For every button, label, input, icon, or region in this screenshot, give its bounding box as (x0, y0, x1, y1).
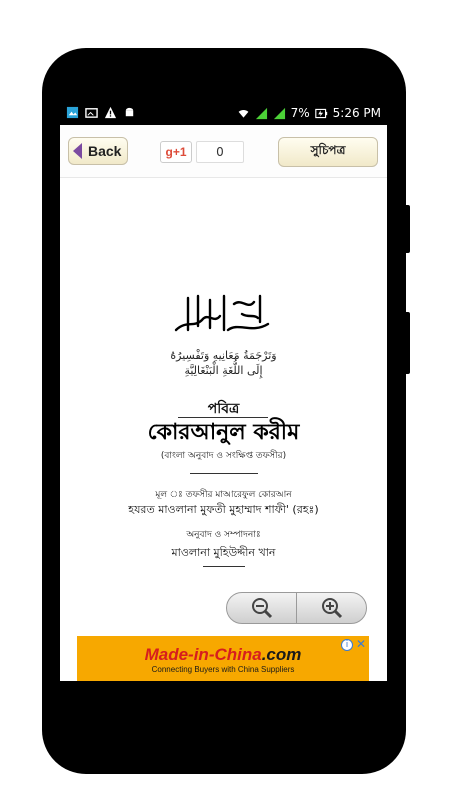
pobitro-label: পবিত্র (207, 401, 240, 417)
index-button[interactable]: সুচিপত্র (278, 137, 378, 167)
ad-close-icon[interactable]: ✕ (355, 637, 366, 651)
source-label: মূল ঃ তফসীর মাআরেফুল কোরআন (155, 490, 292, 500)
screen (60, 103, 387, 681)
wifi-icon (237, 107, 250, 120)
image-icon (66, 106, 79, 119)
arabic-line-2: إِلَى اللُّغَةِ الْبَنْغَالِيَّةِ (184, 364, 263, 377)
power-button (404, 312, 410, 374)
warning-icon (104, 106, 117, 119)
signal-icon (255, 107, 268, 120)
back-button-label: Back (88, 143, 122, 159)
ad-banner[interactable] (77, 636, 369, 681)
translator-name: মাওলানা মুহিউদ্দীন খান (171, 546, 276, 559)
author-name: হযরত মাওলানা মুফতী মুহাম্মাদ শাফী' (রহঃ) (128, 503, 319, 516)
back-arrow-icon (73, 143, 82, 159)
battery-percent: 7% (290, 106, 310, 120)
status-left-icons (66, 106, 136, 119)
translator-label: অনুবাদ ও সম্পাদনাঃ (186, 530, 261, 540)
book-title: কোরআনুল করীম (147, 419, 300, 445)
battery-charging-icon (315, 107, 328, 120)
zoom-controls (226, 592, 367, 624)
status-bar (60, 103, 387, 125)
arabic-line-1: وَتَرْجَمَةُ مَعَانِيهِ وَتَفْسِيرُهُ (170, 349, 277, 362)
ad-info-icon[interactable]: i (341, 639, 353, 651)
zoom-in-button[interactable] (297, 593, 366, 623)
photo-icon (85, 106, 98, 119)
zoom-out-icon (251, 597, 273, 619)
signal-2-icon (273, 107, 286, 120)
arabic-subtitle (60, 348, 387, 378)
footer-divider (203, 566, 245, 567)
title-divider-bottom (190, 473, 258, 474)
back-button[interactable] (68, 137, 128, 165)
zoom-out-button[interactable] (227, 593, 296, 623)
android-icon (123, 106, 136, 119)
gplus-button[interactable]: g+1 (160, 141, 192, 163)
ad-tagline: Connecting Buyers with China Suppliers (151, 665, 295, 674)
ad-brand (77, 645, 369, 665)
gplus-count: 0 (196, 141, 244, 163)
clock: 5:26 PM (332, 106, 381, 120)
ad-brand-dot: .com (261, 645, 302, 664)
quran-calligraphy-icon (168, 290, 280, 342)
gplus-widget (160, 141, 244, 163)
zoom-in-icon (321, 597, 343, 619)
ad-brand-main: Made-in-China (144, 645, 262, 664)
app-toolbar (60, 125, 387, 178)
volume-button (404, 205, 410, 253)
status-right-icons (237, 106, 381, 120)
book-subtitle: (বাংলা অনুবাদ ও সংক্ষিপ্ত তফসীর) (160, 451, 287, 461)
